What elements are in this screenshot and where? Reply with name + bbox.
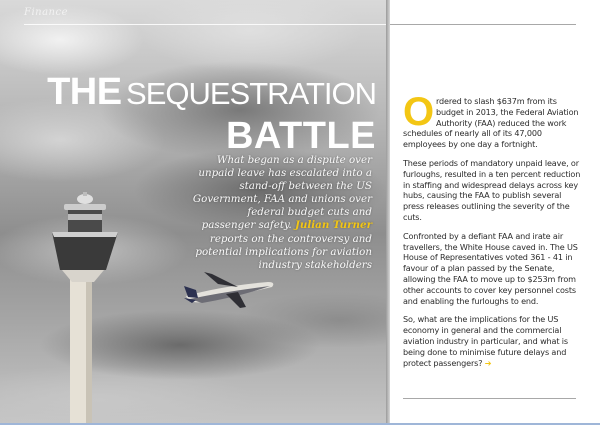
paragraph-4 [403, 314, 581, 368]
plane-tail [184, 286, 198, 298]
author-name: Julian Turner [294, 219, 372, 232]
article-body [403, 90, 581, 376]
paragraph-4-text: So, what are the implications for the US economy in general and the commercial aviation industry in particular, and what is being done to minimise future delays and protect passengers? [403, 314, 568, 368]
paragraph-2: These periods of mandatory unpaid leave, or furloughs, resulted in a ten percent reduction in staffing and widespread delays across key hubs, causing the FAA to publish several press releases outlining the severity of the cuts. [403, 157, 581, 222]
standfirst [192, 154, 372, 272]
control-tower-image [50, 190, 120, 425]
paragraph-1 [403, 90, 581, 150]
headline-the: THE [47, 71, 122, 113]
tower-cab-lower [52, 232, 118, 270]
continue-arrow-icon: ➔ [484, 357, 492, 368]
standfirst-outro: reports on the controversy and potential implications for aviation industry stakeholders [195, 232, 372, 271]
top-rule-left [24, 24, 386, 25]
drop-cap: O [403, 90, 434, 134]
headline-battle: BATTLE [225, 115, 376, 157]
section-label: Finance [24, 7, 68, 18]
standfirst-intro: What began as a dispute over unpaid leave has escalated into a stand-off between the US Government, FAA and unions over federal budget cuts and passenger safety. [192, 154, 372, 232]
bottom-rule-right [403, 398, 576, 399]
airplane-image [182, 272, 277, 312]
headline-sequestration: SEQUESTRATION [126, 76, 376, 111]
paragraph-1-text: rdered to slash $637m from its budget in 2013, the Federal Aviation Authority (FAA) reduced the work schedules of nearly all of its 47,000 employees by one day a fortnight. [403, 96, 579, 150]
top-rule-right [390, 24, 576, 25]
paragraph-3: Confronted by a defiant FAA and irate air travellers, the White House caved in. The US House of Representatives voted 361 - 41 in favour of a plan passed by the Senate, allowing the FAA to move up to $253m from other accounts to cover key personnel costs and enabling the furloughs to end. [403, 230, 578, 306]
article-headline [47, 71, 376, 157]
plane-wing [204, 272, 238, 287]
